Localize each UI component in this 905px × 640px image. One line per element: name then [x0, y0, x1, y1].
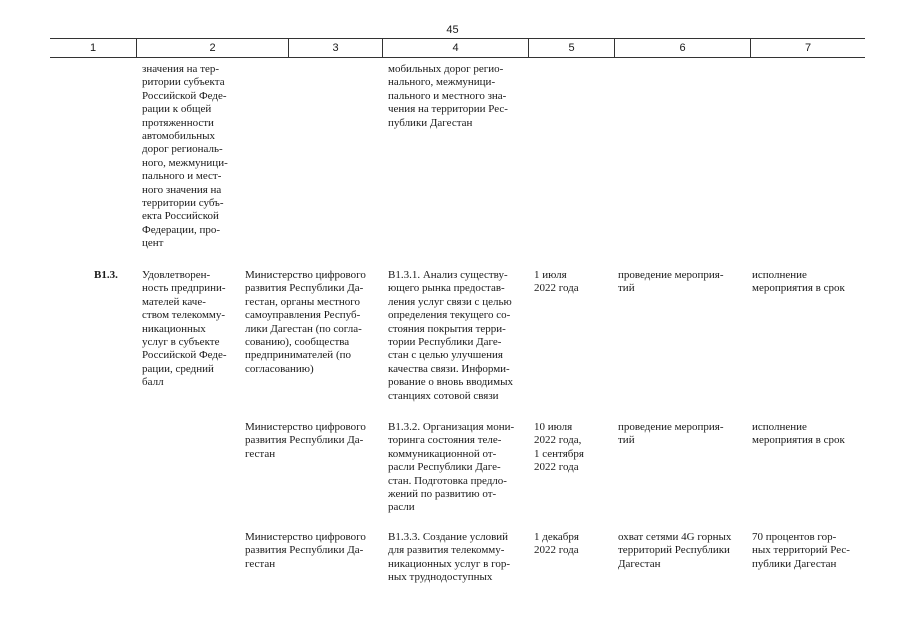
column-header-2: 2	[136, 39, 288, 57]
table-row-2-indicator-value: исполнение мероприятия в срок	[752, 421, 845, 447]
table-row-1-measure: B1.3.1. Анализ существу- ющего рынка предостав- ления услуг связи с целью определения текущего со- стояния покрытия терри- тории Республики Даге- стан с целью улучшения качества связи. Информи- рование о вновь вводимых станциях сотовой связи	[388, 269, 513, 402]
table-row-1-result: проведение мероприя- тий	[618, 269, 724, 295]
table-header-row	[50, 38, 865, 58]
column-header-7: 7	[750, 39, 865, 57]
table-row-2-date: 10 июля 2022 года, 1 сентября 2022 года	[534, 421, 584, 474]
column-header-4: 4	[382, 39, 528, 57]
column-header-3: 3	[288, 39, 382, 57]
table-row-1-date: 1 июля 2022 года	[534, 269, 579, 295]
table-row-2-result: проведение мероприя- тий	[618, 421, 724, 447]
section-indicator-text: Удовлетворен- ность предприни- мателей каче- ством телекомму- никационных услуг в субъекте Российской Феде- рации, средний балл	[142, 269, 227, 389]
table-row-3-result: охват сетями 4G горных территорий Республики Дагестан	[618, 531, 732, 570]
table-row-1-executor: Министерство цифрового развития Республики Да- гестан, органы местного самоуправления Респуб- лики Дагестан (по согла- сованию), сообщества предпринимателей (по согласованию)	[245, 269, 366, 375]
table-row-3-indicator-value: 70 процентов гор- ных территорий Рес- публики Дагестан	[752, 531, 850, 570]
table-row-2-measure: B1.3.2. Организация мони- торинга состояния теле- коммуникационной от- расли Республики Даге- стан. Подготовка предло- жений по развитию от- расли	[388, 421, 515, 514]
column-header-1: 1	[89, 42, 97, 54]
column-header-6: 6	[614, 39, 750, 57]
table-row-3-date: 1 декабря 2022 года	[534, 531, 579, 557]
section-code: B1.3.	[94, 269, 118, 281]
table-row-2-executor: Министерство цифрового развития Республики Да- гестан	[245, 421, 366, 460]
continued-measure-text: мобильных дорог регио- нального, межмуници- пального и местного зна- чения на территории Рес- публики Дагестан	[388, 63, 508, 129]
page-number: 45	[446, 24, 459, 36]
table-row-1-indicator-value: исполнение мероприятия в срок	[752, 269, 845, 295]
table-row-3-measure: B1.3.3. Создание условий для развития телекомму- никационных услуг в гор- ных труднодоступных	[388, 531, 510, 584]
table-row-3-executor: Министерство цифрового развития Республики Да- гестан	[245, 531, 366, 570]
continued-indicator-text: значения на тер- ритории субъекта Российской Феде- рации к общей протяженности автомобильных дорог региональ- ного, межмуници- пального и мест- ного значения на территории субъ- екта Российской Федерации, про- цент	[142, 63, 228, 250]
column-header-5: 5	[528, 39, 614, 57]
